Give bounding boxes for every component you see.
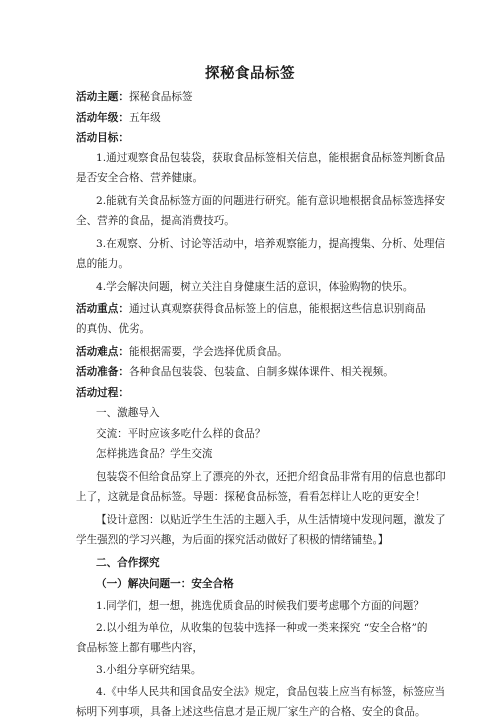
grade-row [76, 108, 432, 128]
design-intent-line-2: 学生强烈的学习兴趣，为后面的探究活动做好了积极的情绪铺垫。】 [76, 534, 389, 546]
question-2-line-2: 食品标签上都有哪些内容， [76, 642, 204, 654]
question-2-line-1: 2.以小组为单位，从收集的包装中选择一种或一类来探究 “安全合格”的 [96, 622, 428, 634]
document-title: 探秘食品标签 [205, 66, 295, 82]
goal-3-line-2: 息的能力。 [76, 258, 129, 270]
prep-value: 各种食品包装袋、包装盒、自制多媒体课件、相关视频。 [128, 366, 394, 378]
goal-2-line-1: 2.能就有关食品标签方面的问题进行研究。能有意识地根据食品标签选择安 [96, 195, 446, 207]
theme-value: 探秘食品标签 [128, 91, 193, 103]
difficulty-value: 能根据需要，学会选择优质食品。 [128, 346, 288, 358]
section-2-title: 二、合作探究 [96, 557, 160, 569]
difficulty-label: 活动难点： [76, 346, 129, 358]
theme-label: 活动主题： [76, 91, 129, 103]
section-1-paragraph-line-1: 包装袋不但给食品穿上了漂亮的外衣，还把介绍食品非常有用的信息也都印 [96, 471, 446, 483]
question-4-line-2: 标明下列事项，具备上述这些信息才是正规厂家生产的合格、安全的食品。 [76, 706, 426, 718]
focus-line-2: 的真伪、优劣。 [76, 323, 151, 335]
section-1-question-2: 怎样挑选食品？学生交流 [96, 448, 213, 460]
grade-label: 活动年级： [76, 112, 129, 124]
prep-row [76, 362, 432, 382]
goal-1-line-2: 是否安全合格、营养健康。 [76, 172, 204, 184]
section-1-paragraph-line-2: 上了，这就是食品标签。导题：探秘食品标签，看看怎样让人吃的更安全！ [76, 491, 426, 503]
grade-value: 五年级 [128, 112, 161, 124]
goal-2-line-2: 全、营养的食品，提高消费技巧。 [76, 215, 235, 227]
process-label: 活动过程： [76, 387, 129, 399]
section-1-question-1: 交流：平时应该多吃什么样的食品？ [96, 428, 266, 440]
section-1-title: 一、激趣导入 [96, 407, 160, 419]
focus-row [76, 299, 432, 319]
focus-value: 通过认真观察获得食品标签上的信息，能根据这些信息识别商品 [128, 303, 426, 315]
question-3: 3.小组分享研究结果。 [96, 664, 202, 676]
difficulty-row [76, 342, 432, 362]
goal-1-line-1: 1.通过观察食品包装袋，获取食品标签相关信息，能根据食品标签判断食品 [96, 152, 446, 164]
section-2-subtitle: （一）解决问题一：安全合格 [96, 578, 234, 590]
theme-row [76, 87, 432, 107]
question-1: 1.同学们，想一想，挑选优质食品的时候我们要考虑哪个方面的问题？ [96, 600, 424, 612]
design-intent-line-1: 【设计意图：以贴近学生生活的主题入手，从生活情境中发现问题，激发了 [96, 514, 446, 526]
goal-4-line: 4.学会解决问题，树立关注自身健康生活的意识，体验购物的快乐。 [96, 281, 414, 293]
prep-label: 活动准备： [76, 366, 129, 378]
goals-label: 活动目标： [76, 132, 129, 144]
focus-label: 活动重点： [76, 303, 129, 315]
goal-3-line-1: 3.在观察、分析、讨论等活动中，培养观察能力，提高搜集、分析、处理信 [96, 238, 446, 250]
question-4-line-1: 4.《中华人民共和国食品安全法》规定，食品包装上应当有标签，标签应当 [96, 686, 446, 698]
